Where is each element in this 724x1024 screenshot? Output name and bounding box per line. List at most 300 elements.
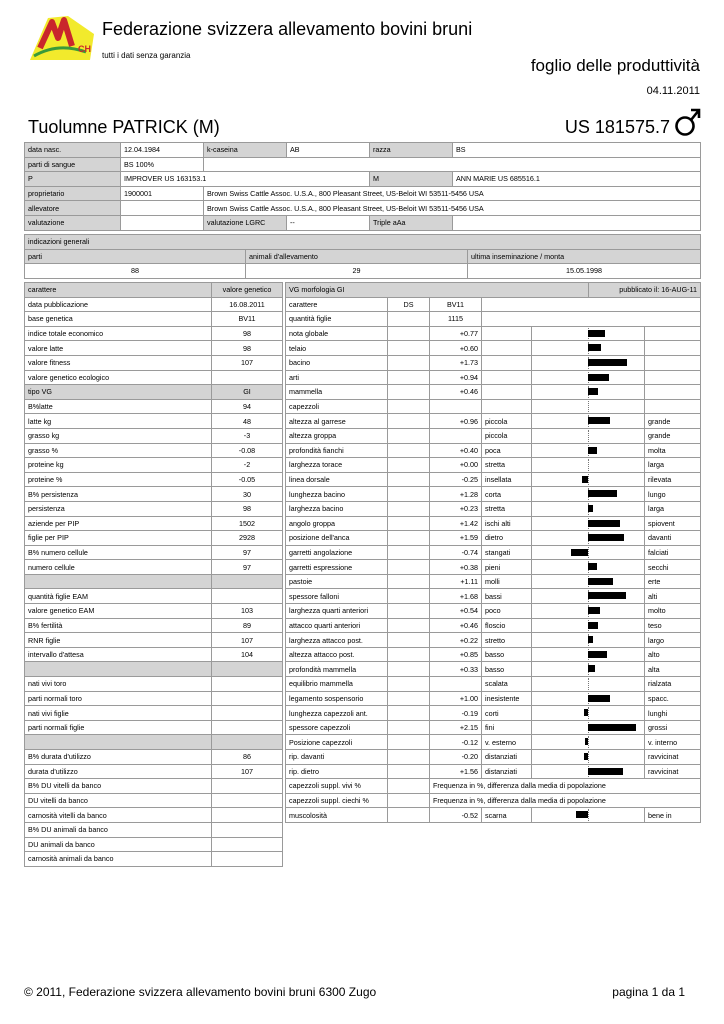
- bar-axis: [532, 604, 644, 618]
- deviation-bar-cell: [532, 589, 645, 604]
- info-empty: [204, 157, 701, 172]
- low-descriptor: ischi alti: [482, 516, 532, 531]
- row-value: 98: [212, 341, 283, 356]
- info-label: proprietario: [25, 186, 121, 201]
- general-value: 29: [246, 264, 468, 279]
- deviation-bar: [588, 724, 636, 731]
- info-label: P: [25, 172, 121, 187]
- subheader-empty: [482, 297, 701, 312]
- row-label: bacino: [286, 355, 388, 370]
- row-label: arti: [286, 370, 388, 385]
- row-value: [212, 370, 283, 385]
- row-value: [212, 677, 283, 692]
- row-label: nati vivi figlie: [25, 706, 212, 721]
- row-empty: [388, 633, 430, 648]
- deviation-bar-cell: [532, 662, 645, 677]
- deviation-bar: [588, 636, 593, 643]
- row-value: [212, 691, 283, 706]
- high-descriptor: spacc.: [645, 691, 701, 706]
- low-descriptor: poco: [482, 604, 532, 619]
- row-label: grasso kg: [25, 428, 212, 443]
- bar-axis: [532, 735, 644, 749]
- deviation-bar: [588, 417, 610, 424]
- row-empty: [388, 414, 430, 429]
- deviation-bar-cell: [532, 370, 645, 385]
- row-label: altezza al garrese: [286, 414, 388, 429]
- bar-axis: [532, 546, 644, 560]
- info-value: Brown Swiss Cattle Assoc. U.S.A., 800 Pleasant Street, US-Beloit WI 53511-5456 USA: [204, 186, 701, 201]
- row-value: [212, 779, 283, 794]
- row-value: +0.46: [430, 618, 482, 633]
- row-label: base genetica: [25, 312, 212, 327]
- row-value: 97: [212, 560, 283, 575]
- deviation-bar-cell: [532, 545, 645, 560]
- row-label: rip. dietro: [286, 764, 388, 779]
- row-label: telaio: [286, 341, 388, 356]
- row-value: 107: [212, 355, 283, 370]
- bar-axis: [532, 648, 644, 662]
- deviation-bar: [588, 592, 626, 599]
- table-row: [25, 516, 283, 531]
- table-row: [286, 779, 701, 794]
- row-label: intervallo d'attesa: [25, 647, 212, 662]
- row-value: +0.77: [430, 326, 482, 341]
- general-title: indicazioni generali: [25, 235, 701, 250]
- animal-name: Tuolumne PATRICK (M): [28, 117, 220, 137]
- column-header: VG morfologia GI: [286, 283, 589, 298]
- deviation-bar: [588, 768, 623, 775]
- deviation-bar-cell: [532, 574, 645, 589]
- federation-logo: [28, 12, 98, 62]
- bar-axis: [532, 385, 644, 399]
- table-row: [25, 414, 283, 429]
- row-label: durata d'utilizzo: [25, 764, 212, 779]
- disclaimer: tutti i dati senza garanzia: [102, 51, 191, 60]
- row-value: +0.54: [430, 604, 482, 619]
- low-descriptor: v. esterno: [482, 735, 532, 750]
- deviation-bar: [585, 738, 588, 745]
- deviation-bar: [588, 534, 624, 541]
- table-row: [25, 822, 283, 837]
- high-descriptor: grande: [645, 428, 701, 443]
- row-label: proteine %: [25, 472, 212, 487]
- table-row: [286, 399, 701, 414]
- row-value: +1.56: [430, 764, 482, 779]
- bar-axis: [532, 341, 644, 355]
- row-value: [430, 677, 482, 692]
- row-label: muscolosità: [286, 808, 388, 823]
- general-value: 15.05.1998: [468, 264, 701, 279]
- row-value: -0.19: [430, 706, 482, 721]
- row-label: garretti espressione: [286, 560, 388, 575]
- deviation-bar-cell: [532, 385, 645, 400]
- row-empty: [388, 312, 430, 327]
- row-empty: [388, 545, 430, 560]
- row-value: 30: [212, 487, 283, 502]
- row-label: larghezza attacco post.: [286, 633, 388, 648]
- deviation-bar-cell: [532, 604, 645, 619]
- row-value: [212, 837, 283, 852]
- row-label: lunghezza capezzoli ant.: [286, 706, 388, 721]
- table-row: [286, 647, 701, 662]
- doc-date: 04.11.2011: [646, 85, 700, 97]
- table-row: [25, 618, 283, 633]
- row-empty: [388, 604, 430, 619]
- deviation-bar-cell: [532, 531, 645, 546]
- low-descriptor: pieni: [482, 560, 532, 575]
- low-descriptor: bassi: [482, 589, 532, 604]
- row-label: capezzoli: [286, 399, 388, 414]
- deviation-bar-cell: [532, 808, 645, 823]
- table-row: [25, 735, 283, 750]
- info-value: Brown Swiss Cattle Assoc. U.S.A., 800 Pleasant Street, US-Beloit WI 53511-5456 USA: [204, 201, 701, 216]
- row-label: RNR figlie: [25, 633, 212, 648]
- table-row: [286, 487, 701, 502]
- high-descriptor: alto: [645, 647, 701, 662]
- row-empty: [388, 793, 430, 808]
- row-empty: [388, 647, 430, 662]
- row-label: nati vivi toro: [25, 677, 212, 692]
- deviation-bar: [588, 388, 598, 395]
- row-empty: [482, 312, 701, 327]
- info-label: Triple aAa: [370, 215, 453, 230]
- row-value: +0.40: [430, 443, 482, 458]
- row-value: -0.20: [430, 750, 482, 765]
- deviation-bar-cell: [532, 691, 645, 706]
- row-empty: [388, 589, 430, 604]
- bar-axis: [532, 327, 644, 341]
- row-empty: [388, 355, 430, 370]
- table-row: [25, 312, 283, 327]
- table-row: [286, 458, 701, 473]
- deviation-bar: [588, 344, 601, 351]
- info-empty: [453, 215, 701, 230]
- animal-info-table: [24, 142, 701, 231]
- high-descriptor: largo: [645, 633, 701, 648]
- table-row: [286, 443, 701, 458]
- high-descriptor: teso: [645, 618, 701, 633]
- row-empty: [388, 779, 430, 794]
- info-value: 1900001: [121, 186, 204, 201]
- row-empty: [388, 487, 430, 502]
- table-row: [286, 545, 701, 560]
- deviation-bar-cell: [532, 414, 645, 429]
- low-descriptor: piccola: [482, 414, 532, 429]
- info-value: ANN MARIE US 685516.1: [453, 172, 701, 187]
- bar-axis: [532, 517, 644, 531]
- row-label: [25, 662, 212, 677]
- bar-axis: [532, 429, 644, 443]
- table-row: [286, 691, 701, 706]
- row-label: posizione dell'anca: [286, 531, 388, 546]
- row-label: attacco quarti anteriori: [286, 618, 388, 633]
- low-descriptor: [482, 341, 532, 356]
- table-row: [286, 720, 701, 735]
- high-descriptor: alti: [645, 589, 701, 604]
- deviation-bar-cell: [532, 677, 645, 692]
- row-label: grasso %: [25, 443, 212, 458]
- table-row: [25, 604, 283, 619]
- genetic-values-table: [24, 282, 283, 867]
- low-descriptor: [482, 370, 532, 385]
- bar-axis: [532, 692, 644, 706]
- info-label: allevatore: [25, 201, 121, 216]
- deviation-bar: [584, 709, 588, 716]
- row-value: [430, 428, 482, 443]
- row-empty: [388, 531, 430, 546]
- info-value: IMPROVER US 163153.1: [121, 172, 370, 187]
- low-descriptor: stretta: [482, 458, 532, 473]
- table-row: [25, 837, 283, 852]
- high-descriptor: grande: [645, 414, 701, 429]
- bar-axis: [532, 473, 644, 487]
- table-row: [286, 574, 701, 589]
- row-value: 98: [212, 326, 283, 341]
- row-label: numero cellule: [25, 560, 212, 575]
- bar-axis: [532, 400, 644, 414]
- deviation-bar-cell: [532, 633, 645, 648]
- row-value: +0.46: [430, 385, 482, 400]
- bar-axis: [532, 706, 644, 720]
- row-value: +1.73: [430, 355, 482, 370]
- row-label: lunghezza bacino: [286, 487, 388, 502]
- low-descriptor: stretta: [482, 501, 532, 516]
- row-label: B% DU vitelli da banco: [25, 779, 212, 794]
- row-label: DU vitelli da banco: [25, 793, 212, 808]
- deviation-bar: [571, 549, 588, 556]
- table-row: [286, 531, 701, 546]
- table-row: [286, 764, 701, 779]
- column-header: valore genetico: [212, 283, 283, 298]
- bar-axis: [532, 444, 644, 458]
- high-descriptor: rialzata: [645, 677, 701, 692]
- table-row: [25, 487, 283, 502]
- deviation-bar: [584, 753, 588, 760]
- high-descriptor: rilevata: [645, 472, 701, 487]
- table-row: [25, 677, 283, 692]
- table-row: [286, 633, 701, 648]
- low-descriptor: distanziati: [482, 750, 532, 765]
- table-row: [286, 385, 701, 400]
- row-empty: [388, 706, 430, 721]
- table-row: [286, 706, 701, 721]
- table-row: [25, 560, 283, 575]
- row-value: 1502: [212, 516, 283, 531]
- deviation-bar: [588, 330, 605, 337]
- bar-axis: [532, 677, 644, 691]
- deviation-bar: [588, 622, 598, 629]
- low-descriptor: dietro: [482, 531, 532, 546]
- row-empty: [388, 399, 430, 414]
- info-empty: [121, 201, 204, 216]
- low-descriptor: [482, 399, 532, 414]
- table-row: [286, 370, 701, 385]
- row-value: 97: [212, 545, 283, 560]
- deviation-bar-cell: [532, 750, 645, 765]
- row-label: garretti angolazione: [286, 545, 388, 560]
- row-label: B%latte: [25, 399, 212, 414]
- deviation-bar: [582, 476, 588, 483]
- row-label: rip. davanti: [286, 750, 388, 765]
- row-value: 107: [212, 764, 283, 779]
- high-descriptor: bene in: [645, 808, 701, 823]
- row-empty: [388, 574, 430, 589]
- row-label: altezza attacco post.: [286, 647, 388, 662]
- table-row: [25, 428, 283, 443]
- low-descriptor: stretto: [482, 633, 532, 648]
- row-value: 89: [212, 618, 283, 633]
- row-value: +1.68: [430, 589, 482, 604]
- deviation-bar-cell: [532, 458, 645, 473]
- row-label: angolo groppa: [286, 516, 388, 531]
- row-value: BV11: [212, 312, 283, 327]
- high-descriptor: molto: [645, 604, 701, 619]
- deviation-bar-cell: [532, 516, 645, 531]
- row-value: +0.60: [430, 341, 482, 356]
- row-label: tipo VG: [25, 385, 212, 400]
- published-date: pubblicato il: 16-AUG-11: [589, 283, 701, 298]
- info-value: BS 100%: [121, 157, 204, 172]
- high-descriptor: alta: [645, 662, 701, 677]
- info-value: BS: [453, 143, 701, 158]
- row-value: 48: [212, 414, 283, 429]
- row-label: B% durata d'utilizzo: [25, 750, 212, 765]
- doc-title: foglio delle produttività: [530, 56, 700, 75]
- low-descriptor: inesistente: [482, 691, 532, 706]
- high-descriptor: larga: [645, 501, 701, 516]
- table-row: [286, 501, 701, 516]
- bar-axis: [532, 531, 644, 545]
- high-descriptor: [645, 326, 701, 341]
- deviation-bar-cell: [532, 428, 645, 443]
- info-value: AB: [287, 143, 370, 158]
- table-row: [286, 735, 701, 750]
- row-empty: [388, 341, 430, 356]
- info-label: valutazione: [25, 215, 121, 230]
- row-value: [212, 735, 283, 750]
- table-row: [25, 574, 283, 589]
- table-row: [286, 808, 701, 823]
- table-row: [25, 720, 283, 735]
- deviation-bar: [588, 607, 600, 614]
- row-label: B% fertilità: [25, 618, 212, 633]
- table-row: [286, 560, 701, 575]
- row-value: [212, 574, 283, 589]
- animal-id: US 181575.7: [564, 117, 670, 137]
- deviation-bar-cell: [532, 487, 645, 502]
- low-descriptor: basso: [482, 647, 532, 662]
- row-empty: [388, 677, 430, 692]
- table-row: [25, 691, 283, 706]
- table-row: [25, 764, 283, 779]
- row-label: linea dorsale: [286, 472, 388, 487]
- row-label: equilibrio mammella: [286, 677, 388, 692]
- row-label: B% DU animali da banco: [25, 822, 212, 837]
- high-descriptor: [645, 370, 701, 385]
- row-empty: [388, 501, 430, 516]
- table-row: [286, 516, 701, 531]
- general-info-table: [24, 234, 701, 279]
- high-descriptor: [645, 385, 701, 400]
- low-descriptor: distanziati: [482, 764, 532, 779]
- row-value: 98: [212, 501, 283, 516]
- row-label: [25, 574, 212, 589]
- deviation-bar-cell: [532, 560, 645, 575]
- table-row: [25, 399, 283, 414]
- high-descriptor: grossi: [645, 720, 701, 735]
- row-label: valore latte: [25, 341, 212, 356]
- low-descriptor: [482, 385, 532, 400]
- deviation-bar: [588, 374, 609, 381]
- row-value: -0.05: [212, 472, 283, 487]
- deviation-bar-cell: [532, 501, 645, 516]
- deviation-bar: [576, 811, 588, 818]
- row-label: pastoie: [286, 574, 388, 589]
- row-value: [212, 808, 283, 823]
- info-label: M: [370, 172, 453, 187]
- bar-axis: [532, 662, 644, 676]
- high-descriptor: secchi: [645, 560, 701, 575]
- deviation-bar: [588, 665, 595, 672]
- column-header: carattere: [25, 283, 212, 298]
- table-row: [286, 589, 701, 604]
- table-row: [25, 501, 283, 516]
- table-row: [286, 662, 701, 677]
- high-descriptor: [645, 399, 701, 414]
- row-value: 1115: [430, 312, 482, 327]
- deviation-bar-cell: [532, 647, 645, 662]
- high-descriptor: falciati: [645, 545, 701, 560]
- row-value: +1.28: [430, 487, 482, 502]
- bar-axis: [532, 808, 644, 822]
- table-row: [25, 793, 283, 808]
- table-row: [25, 458, 283, 473]
- row-label: figlie per PIP: [25, 531, 212, 546]
- row-empty: [388, 458, 430, 473]
- row-label: latte kg: [25, 414, 212, 429]
- table-row: [25, 472, 283, 487]
- row-label: persistenza: [25, 501, 212, 516]
- deviation-bar-cell: [532, 355, 645, 370]
- row-note: Frequenza in %, differenza dalla media di popolazione: [430, 793, 701, 808]
- row-value: +0.85: [430, 647, 482, 662]
- low-descriptor: molli: [482, 574, 532, 589]
- row-empty: [388, 428, 430, 443]
- row-value: -2: [212, 458, 283, 473]
- row-label: carnosità vitelli da banco: [25, 808, 212, 823]
- high-descriptor: lunghi: [645, 706, 701, 721]
- table-row: [25, 706, 283, 721]
- high-descriptor: v. interno: [645, 735, 701, 750]
- row-label: quantità figlie: [286, 312, 388, 327]
- row-empty: [388, 691, 430, 706]
- row-label: capezzoli suppl. ciechi %: [286, 793, 388, 808]
- table-row: [25, 385, 283, 400]
- bar-axis: [532, 721, 644, 735]
- row-empty: [388, 385, 430, 400]
- row-value: [212, 589, 283, 604]
- row-label: parti normali toro: [25, 691, 212, 706]
- row-label: valore fitness: [25, 355, 212, 370]
- row-label: larghezza quarti anteriori: [286, 604, 388, 619]
- deviation-bar: [588, 359, 627, 366]
- row-label: B% numero cellule: [25, 545, 212, 560]
- table-row: [286, 341, 701, 356]
- row-label: indice totale economico: [25, 326, 212, 341]
- table-row: [25, 808, 283, 823]
- table-row: [286, 326, 701, 341]
- row-label: profondità fianchi: [286, 443, 388, 458]
